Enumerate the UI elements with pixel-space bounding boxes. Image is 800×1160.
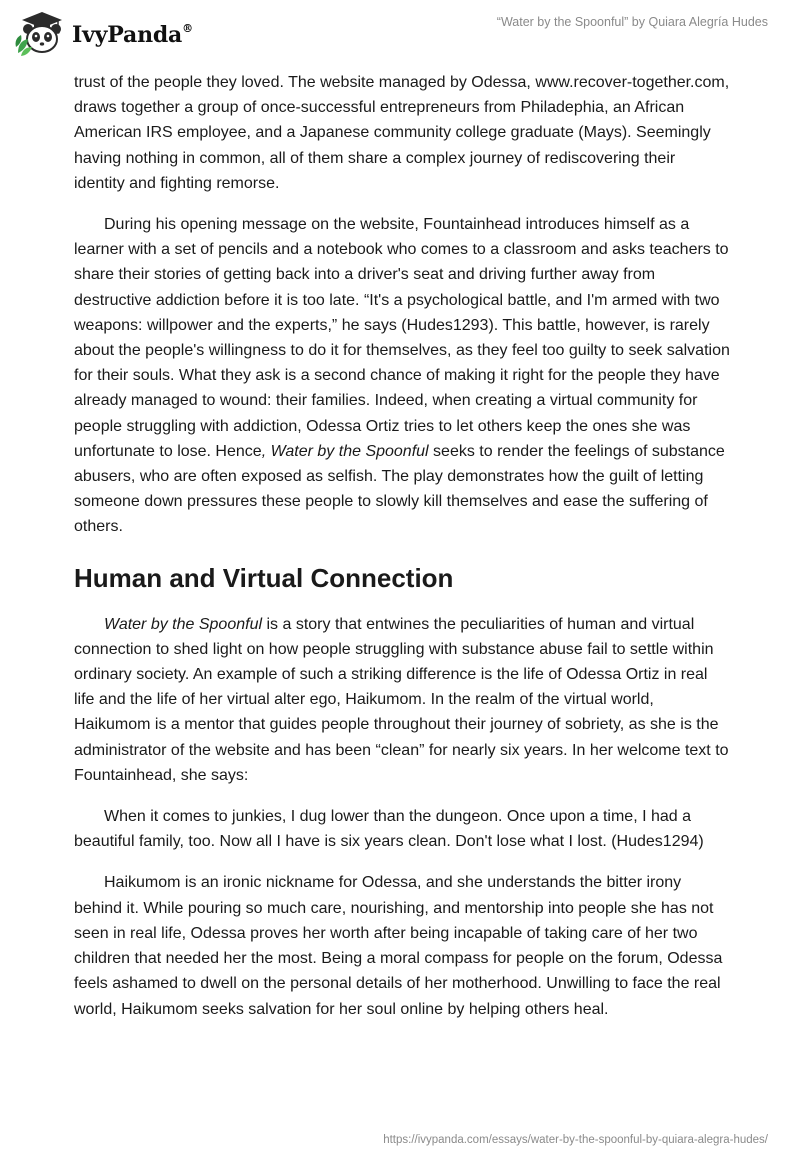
paragraph-5: Haikumom is an ironic nickname for Odessa, and she understands the bitter irony behind it. While pouring so much care, nourishing, and mentorship into people she has not seen in real life, Odessa proves her worth after being incapable of taking care of her two children that needed her the most. Being a moral compass for people on the forum, Odessa feels ashamed to dwell on the personal details of her motherhood. Unwilling to face the real world, Haikumom seeks salvation for her soul online by helping others heal. bbox=[74, 874, 723, 1018]
ivypanda-logo[interactable] bbox=[14, 9, 193, 57]
paragraph-2: During his opening message on the website, Fountainhead introduces himself as a learner with a set of pencils and a notebook who comes to a classroom and asks teachers to share their stories of getting back into a driver's seat and driving further away from destructive addiction before it is too late. “It's a psychological battle, and I'm armed with two weapons: willpower and the experts,” he says (Hudes1293). This battle, however, is rarely about the people's willingness to do it for themselves, as they feel too guilty to seek salvation for their souls. What they ask is a second chance of making it right for the people they have already managed to wound: their families. Indeed, when creating a virtual community for people struggling with addiction, Odessa Ortiz tries to let others keep the ones she was unfortunate to lose. Hence, Water by the Spoonful seeks to render the feelings of substance abusers, who are often exposed as selfish. The play demonstrates how the guilt of letting someone down pressures these people to slowly kill themselves and ease the suffering of others. bbox=[74, 216, 730, 536]
essay-body bbox=[74, 70, 730, 1022]
play-title-italic: , Water by the Spoonful bbox=[261, 442, 429, 460]
document-title: “Water by the Spoonful” by Quiara Alegría Hudes bbox=[496, 15, 768, 29]
source-url-link[interactable]: https://ivypanda.com/essays/water-by-the-spoonful-by-quiara-alegra-hudes/ bbox=[383, 1134, 768, 1146]
paragraph-3: Water by the Spoonful is a story that entwines the peculiarities of human and virtual connection to shed light on how people struggling with substance abuse fail to settle within ordinary society. An example of such a striking difference is the life of Odessa Ortiz in real life and the life of her virtual alter ego, Haikumom. In the realm of the virtual world, Haikumom is a mentor that guides people throughout their journey of sobriety, as she is the administrator of the website and has been “clean” for nearly six years. In her welcome text to Fountainhead, she says: bbox=[74, 615, 729, 784]
section-heading: Human and Virtual Connection bbox=[74, 562, 454, 593]
paragraph-1: trust of the people they loved. The website managed by Odessa, www.recover-together.com, draws together a group of once-successful entrepreneurs from Philadephia, an African American IRS employee, and a Japanese community college graduate (Mays). Seemingly having nothing in common, all of them share a complex journey of rediscovering their identity and fighting remorse. bbox=[74, 74, 730, 192]
play-title-italic: Water by the Spoonful bbox=[104, 615, 263, 633]
registered-mark: ® bbox=[182, 21, 193, 35]
block-quote: When it comes to junkies, I dug lower than the dungeon. Once upon a time, I had a beautiful family, too. Now all I have is six years clean. Don't lose what I lost. (Hudes1294) bbox=[74, 808, 704, 851]
logo-wordmark: IvyPanda® bbox=[72, 21, 193, 48]
page-header bbox=[0, 0, 800, 70]
panda-logo-icon bbox=[14, 9, 68, 57]
